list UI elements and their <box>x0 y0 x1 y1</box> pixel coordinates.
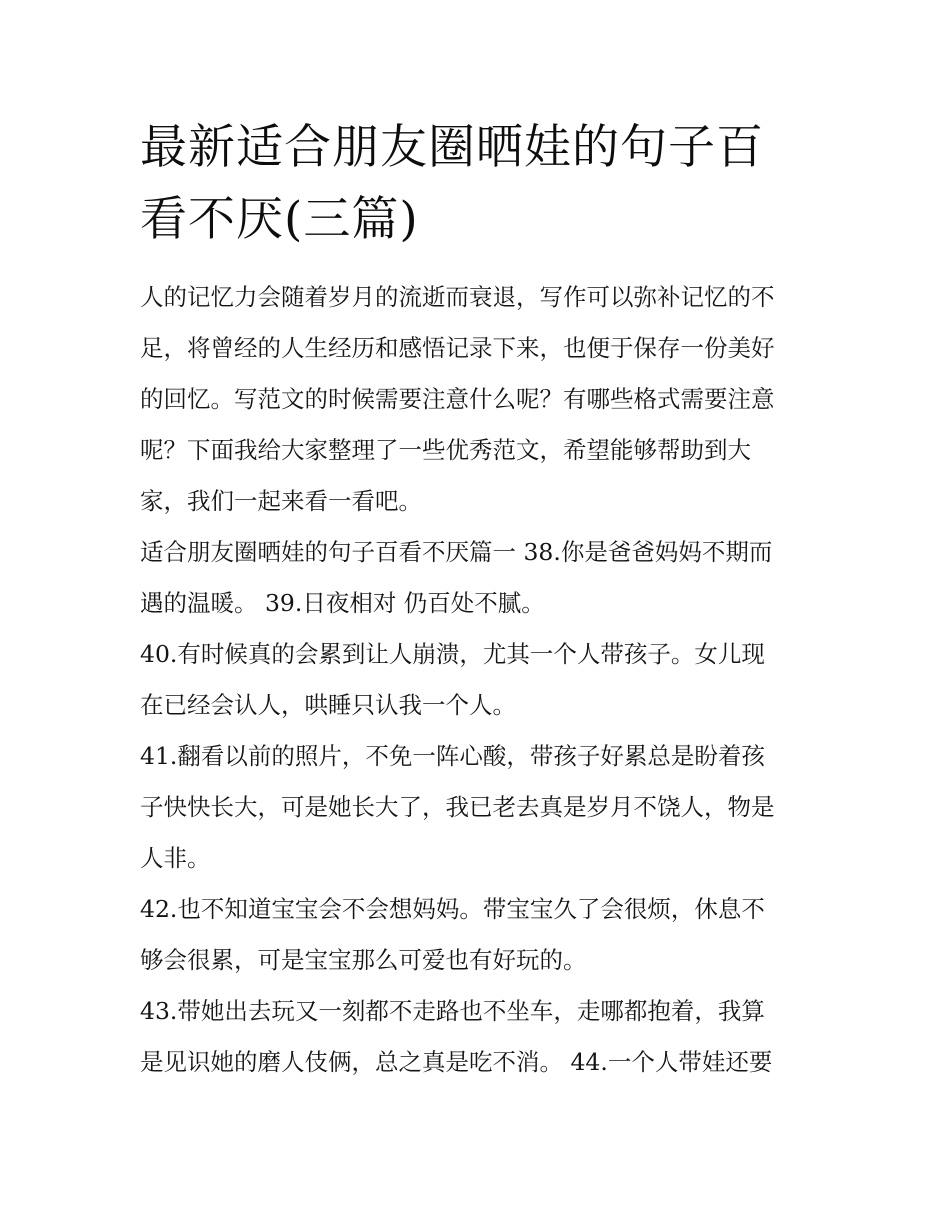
title-line: 最新适合朋友圈晒娃的句子百 <box>140 120 764 175</box>
body-line: 家，我们一起来看一看吧。 <box>140 487 422 515</box>
document-body <box>140 272 820 1088</box>
body-line: 足，将曾经的人生经历和感悟记录下来，也便于保存一份美好 <box>140 334 775 362</box>
body-line: 人的记忆力会随着岁月的流逝而衰退，写作可以弥补记忆的不 <box>140 283 775 311</box>
body-line: 够会很累，可是宝宝那么可爱也有好玩的。 <box>140 946 587 974</box>
body-line: 是见识她的磨人伎俩，总之真是吃不消。 44.一个人带娃还要 <box>140 1048 773 1076</box>
body-line: 42.也不知道宝宝会不会想妈妈。带宝宝久了会很烦，休息不 <box>140 895 765 923</box>
title-line: 看不厌(三篇) <box>140 192 419 247</box>
body-line: 呢？下面我给大家整理了一些优秀范文，希望能够帮助到大 <box>140 436 751 464</box>
body-line: 在已经会认人，哄睡只认我一个人。 <box>140 691 516 719</box>
body-line: 的回忆。写范文的时候需要注意什么呢？有哪些格式需要注意 <box>140 385 775 413</box>
body-line: 适合朋友圈晒娃的句子百看不厌篇一 38.你是爸爸妈妈不期而 <box>140 538 773 566</box>
body-line: 遇的温暖。 39.日夜相对 仍百处不腻。 <box>140 589 545 617</box>
body-line: 人非。 <box>140 844 211 872</box>
body-line: 43.带她出去玩又一刻都不走路也不坐车，走哪都抱着，我算 <box>140 997 765 1025</box>
body-line: 40.有时候真的会累到让人崩溃，尤其一个人带孩子。女儿现 <box>140 640 765 668</box>
document-content <box>140 112 820 1088</box>
body-line: 41.翻看以前的照片，不免一阵心酸，带孩子好累总是盼着孩 <box>140 742 765 770</box>
body-line: 子快快长大，可是她长大了，我已老去真是岁月不饶人，物是 <box>140 793 775 821</box>
document-title <box>140 112 820 256</box>
